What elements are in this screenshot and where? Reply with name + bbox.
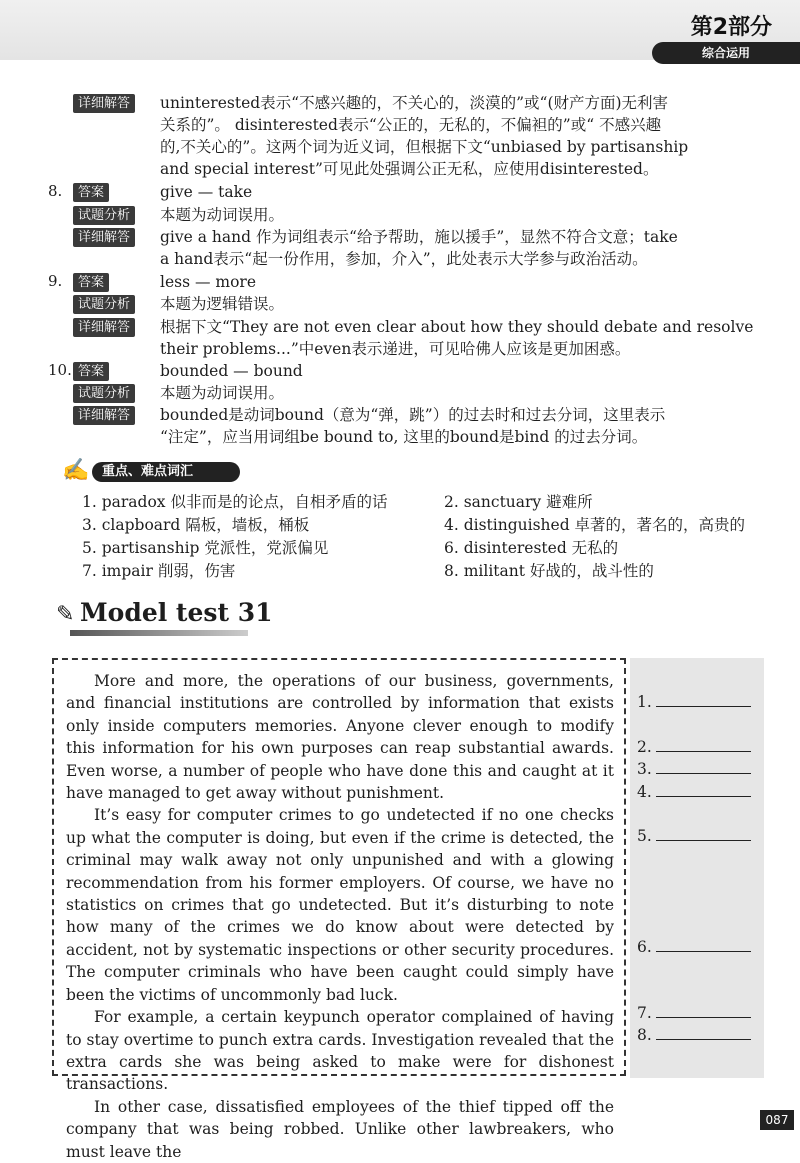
passage-paragraph: For example, a certain keypunch operator complained of having to stay overtime to punch extra cards. Investigation revealed that the extra cards she was being asked to make were for dishonest transactions.: [66, 1008, 614, 1094]
answer-label: 答案: [73, 183, 109, 202]
question-number: 9.: [48, 272, 63, 290]
answer-blank[interactable]: [637, 782, 751, 801]
text-line: 关系的”。 disinterested表示“公正的，无私的，不偏袒的”或“ 不感兴趣: [160, 116, 662, 134]
analysis-label: 试题分析: [73, 295, 135, 314]
detail-text: [160, 316, 760, 360]
detail-label: 详细解答: [73, 318, 135, 337]
section-subtitle: 综合运用: [652, 42, 800, 64]
answer-blank[interactable]: [637, 826, 751, 845]
detail-label: 详细解答: [73, 94, 135, 113]
analysis-label: 试题分析: [73, 384, 135, 403]
detail-text: [160, 226, 760, 270]
answer-blank[interactable]: [637, 737, 751, 756]
passage-paragraph: In other case, dissatisfied employees of the thief tipped off the company that was being robbed. Unlike other lawbreakers, who must leave the: [66, 1097, 614, 1161]
analysis-text: 本题为动词误用。: [160, 384, 285, 402]
answer-text: less — more: [160, 273, 257, 291]
answer-blank[interactable]: [637, 759, 751, 778]
page-number: 087: [760, 1110, 794, 1130]
vocab-item: 3. clapboard 隔板，墙板，桶板: [82, 516, 310, 534]
detail-label: 详细解答: [73, 406, 135, 425]
text-line: 的,不关心的”。这两个词为近义词，但根据下文“unbiased by partisanship: [160, 138, 689, 156]
vocab-item: 6. disinterested 无私的: [444, 539, 619, 557]
blank-number: 1.: [637, 693, 652, 711]
text-line: 根据下文“They are not even clear about how they should debate and resolve: [160, 318, 754, 336]
model-test-title: Model test 31: [80, 598, 273, 627]
answer-label: 答案: [73, 273, 109, 292]
vocab-item: 5. partisanship 党派性，党派偏见: [82, 539, 329, 557]
vocab-heading-label: 重点、难点词汇: [92, 462, 240, 482]
detail-text: [160, 404, 760, 448]
vocab-item: 7. impair 削弱，伤害: [82, 562, 236, 580]
blank-number: 6.: [637, 938, 652, 956]
pencil-icon: ✎: [56, 602, 75, 627]
blank-number: 7.: [637, 1004, 652, 1022]
analysis-text: 本题为动词误用。: [160, 206, 285, 224]
blank-number: 3.: [637, 760, 652, 778]
vocab-item: 2. sanctuary 避难所: [444, 493, 593, 511]
title-underline: [70, 630, 248, 636]
text-line: “注定”，应当用词组be bound to, 这里的bound是bind 的过去分词。: [160, 428, 648, 446]
blank-number: 5.: [637, 827, 652, 845]
text-line: give a hand 作为词组表示“给予帮助，施以援手”，显然不符合文意；take: [160, 228, 678, 246]
vocab-item: 4. distinguished 卓著的，著名的，高贵的: [444, 516, 746, 534]
answer-blank[interactable]: [637, 692, 751, 711]
answer-blank[interactable]: [637, 937, 751, 956]
passage: [66, 670, 614, 1163]
passage-paragraph: It’s easy for computer crimes to go undetected if no one checks up what the computer is doing, but even if the crime is detected, the criminal may walk away not only unpunished and with a glowing recommendation from his former employers. Of course, we have no statistics on crimes that go undetected. But it’s disturbing to note how many of the crimes we do know about were detected by accident, not by systematic inspections or other security procedures. The computer criminals who have been caught could simply have been the victims of uncommonly bad luck.: [66, 806, 614, 1004]
vocab-item: 1. paradox 似非而是的论点，自相矛盾的话: [82, 493, 388, 511]
text-line: bounded是动词bound（意为“弹，跳”）的过去时和过去分词，这里表示: [160, 406, 666, 424]
prev-detail-text: [160, 92, 760, 180]
answer-blank[interactable]: [637, 1003, 751, 1022]
text-line: and special interest”可见此处强调公正无私，应使用disinterested。: [160, 160, 659, 178]
text-line: a hand表示“起一份作用，参加，介入”，此处表示大学参与政治活动。: [160, 250, 648, 268]
text-line: their problems...”中even表示递进，可见哈佛人应该是更加困惑。: [160, 340, 631, 358]
passage-paragraph: More and more, the operations of our business, governments, and financial institutions are controlled by information that exists only inside computers memories. Anyone clever enough to modify this information for his own purposes can reap substantial awards. Even worse, a number of people who have done this and caught at it have managed to get away without punishment.: [66, 672, 614, 803]
answer-label: 答案: [73, 362, 109, 381]
answer-text: give — take: [160, 183, 253, 201]
blank-number: 8.: [637, 1026, 652, 1044]
question-number: 10.: [48, 361, 72, 379]
detail-label: 详细解答: [73, 228, 135, 247]
text-line: uninterested表示“不感兴趣的，不关心的，淡漠的”或“(财产方面)无利害: [160, 94, 669, 112]
vocab-heading: [62, 458, 244, 484]
analysis-label: 试题分析: [73, 206, 135, 225]
blank-number: 4.: [637, 783, 652, 801]
question-number: 8.: [48, 182, 63, 200]
section-title: 第2部分: [690, 15, 772, 40]
answer-text: bounded — bound: [160, 362, 303, 380]
vocab-item: 8. militant 好战的，战斗性的: [444, 562, 654, 580]
blank-number: 2.: [637, 738, 652, 756]
pen-icon: ✍: [62, 458, 90, 483]
analysis-text: 本题为逻辑错误。: [160, 295, 285, 313]
answer-blank[interactable]: [637, 1025, 751, 1044]
